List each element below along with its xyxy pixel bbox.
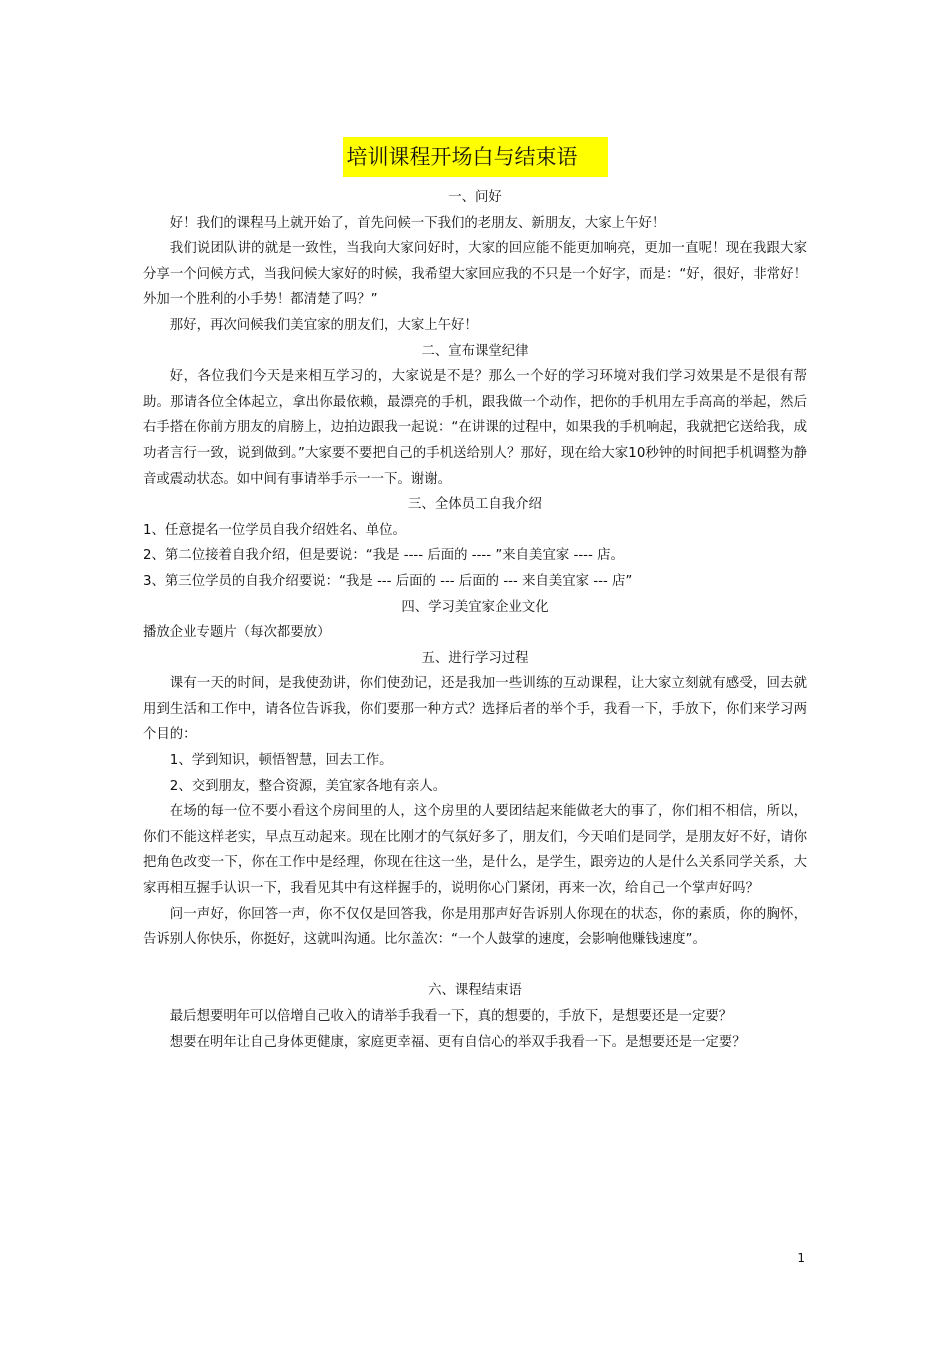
paragraph: 我们说团队讲的就是一致性，当我向大家问好时，大家的回应能不能更加响亮，更加一直呢！现在我跟大家分享一个问候方式，当我问候大家好的时候，我希望大家回应我的不只是一个好字，而是：“好，很好，非常好！外加一个胜利的小手势！都清楚了吗？” xyxy=(143,241,807,308)
section-heading: 四、学习美宜家企业文化 xyxy=(401,599,549,615)
list-item: 1、学到知识，顿悟智慧，回去工作。 xyxy=(169,753,393,769)
paragraph: 课有一天的时间，是我使劲讲，你们使劲记，还是我加一些训练的互动课程，让大家立刻就有感受，回去就用到生活和工作中，请各位告诉我，你们要那一种方式？选择后者的举个手，我看一下，手放下，你们来学习两个目的： xyxy=(143,676,807,743)
list-item: 1、任意提名一位学员自我介绍姓名、单位。 xyxy=(143,522,406,538)
paragraph: 最后想要明年可以倍增自己收入的请举手我看一下，真的想要的，手放下，是想要还是一定要？ xyxy=(169,1009,733,1024)
document-title: 培训课程开场白与结束语 xyxy=(343,137,608,177)
list-item: 2、第二位接着自我介绍，但是要说：“我是 ---- 后面的 ---- ”来自美宜家 ---- 店。 xyxy=(143,548,624,564)
document-body xyxy=(143,185,807,1055)
paragraph: 在场的每一位不要小看这个房间里的人，这个房里的人要团结起来能做老大的事了，你们相不相信，所以，你们不能这样老实，早点互动起来。现在比刚才的气氛好多了，朋友们，今天咱们是同学，是朋友好不好，请你把角色改变一下，你在工作中是经理，你现在往这一坐，是什么，是学生，跟旁边的人是什么关系同学关系，大家再相互握手认识一下，我看见其中有这样握手的，说明你心门紧闭，再来一次，给自己一个掌声好吗？ xyxy=(143,804,807,897)
list-item: 2、交到朋友，整合资源，美宜家各地有亲人。 xyxy=(169,778,447,794)
section-heading: 二、宣布课堂纪律 xyxy=(421,343,529,359)
paragraph: 问一声好，你回答一声，你不仅仅是回答我，你是用那声好告诉别人你现在的状态，你的素质，你的胸怀，告诉别人你快乐，你挺好，这就叫沟通。比尔盖次：“一个人鼓掌的速度，会影响他赚钱速度”。 xyxy=(143,906,807,948)
list-item: 播放企业专题片（每次都要放） xyxy=(143,625,331,641)
paragraph: 那好，再次问候我们美宜家的朋友们，大家上午好！ xyxy=(169,317,478,333)
paragraph: 想要在明年让自己身体更健康，家庭更幸福、更有自信心的举双手我看一下。是想要还是一定要？ xyxy=(169,1034,746,1050)
title-wrap xyxy=(0,137,950,177)
page-number: 1 xyxy=(797,1251,805,1265)
paragraph: 好，各位我们今天是来相互学习的，大家说是不是？那么一个好的学习环境对我们学习效果是不是很有帮助。那请各位全体起立，拿出你最依赖，最漂亮的手机，跟我做一个动作，把你的手机用左手高高的举起，然后右手搭在你前方朋友的肩膀上，边拍边跟我一起说：“在讲课的过程中，如果我的手机响起，我就把它送给我，成功者言行一致，说到做到。”大家要不要把自己的手机送给别人？那好，现在给大家10秒钟的时间把手机调整为静音或震动状态。如中间有事请举手示一一下。谢谢。 xyxy=(143,369,807,487)
list-item: 3、第三位学员的自我介绍要说：“我是 --- 后面的 --- 后面的 --- 来自美宜家 --- 店” xyxy=(143,573,633,589)
paragraph: 好！我们的课程马上就开始了，首先问候一下我们的老朋友、新朋友，大家上午好！ xyxy=(169,215,666,231)
section-heading: 六、课程结束语 xyxy=(428,983,522,999)
spacer xyxy=(143,953,807,979)
section-heading: 五、进行学习过程 xyxy=(421,650,529,666)
section-heading: 一、问好 xyxy=(448,190,502,205)
section-heading: 三、全体员工自我介绍 xyxy=(408,497,542,513)
